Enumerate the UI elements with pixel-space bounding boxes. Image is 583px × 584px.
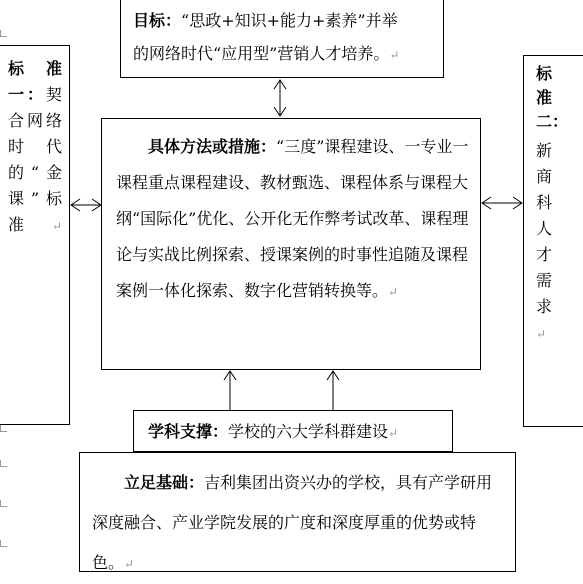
standard2-box [523, 55, 583, 427]
paragraph-return-mark [0, 30, 7, 37]
support-box [133, 410, 453, 452]
methods-text: “三度”课程建设、一专业一课程重点课程建设、教材甄选、课程体系与课程大纲“国际化”优化、公开化无作弊考试改革、课程理论与实战比例探索、授课案例的时事性追随及课程案例一体化探索、数字化营销转换等。 [116, 137, 469, 300]
paragraph-mark: ↵ [388, 426, 399, 440]
goal-label: 目标： [133, 11, 182, 30]
methods-box [101, 118, 481, 370]
paragraph-return-mark [0, 540, 7, 547]
standard2-label-1: 标 [536, 64, 553, 83]
goal-text-line2: 的网络时代“应用型”营销人才培养。 [133, 44, 390, 63]
foundation-box [79, 452, 516, 572]
standard1-box [0, 45, 70, 425]
support-label: 学科支撑： [148, 422, 229, 441]
paragraph-return-mark [0, 500, 7, 507]
paragraph-mark: ↵ [389, 48, 400, 62]
paragraph-return-mark [0, 460, 7, 467]
standard1-label: 标准一： [8, 59, 62, 104]
foundation-text: 吉利集团出资兴办的学校，具有产学研用深度融合、产业学院发展的广度和深度厚重的优势或特色。 [92, 473, 493, 572]
paragraph-mark: ↵ [388, 285, 399, 299]
foundation-label: 立足基础： [124, 473, 205, 492]
standard2-text: 新商科人才需求 [536, 141, 553, 316]
goal-box [120, 0, 444, 78]
paragraph-return-mark [0, 425, 7, 432]
paragraph-mark: ↵ [536, 327, 547, 341]
standard1-text: 契合网络时代的“金课”标准 [8, 85, 62, 234]
methods-label: 具体方法或措施： [148, 137, 277, 156]
paragraph-mark: ↵ [51, 219, 62, 233]
standard2-label-3: 二： [536, 112, 569, 131]
support-text: 学校的六大学科群建设 [228, 422, 389, 441]
paragraph-mark: ↵ [124, 557, 135, 571]
goal-text-line1: “思政+知识+能力+素养”并举 [181, 11, 398, 30]
standard2-label-2: 准 [536, 88, 553, 107]
